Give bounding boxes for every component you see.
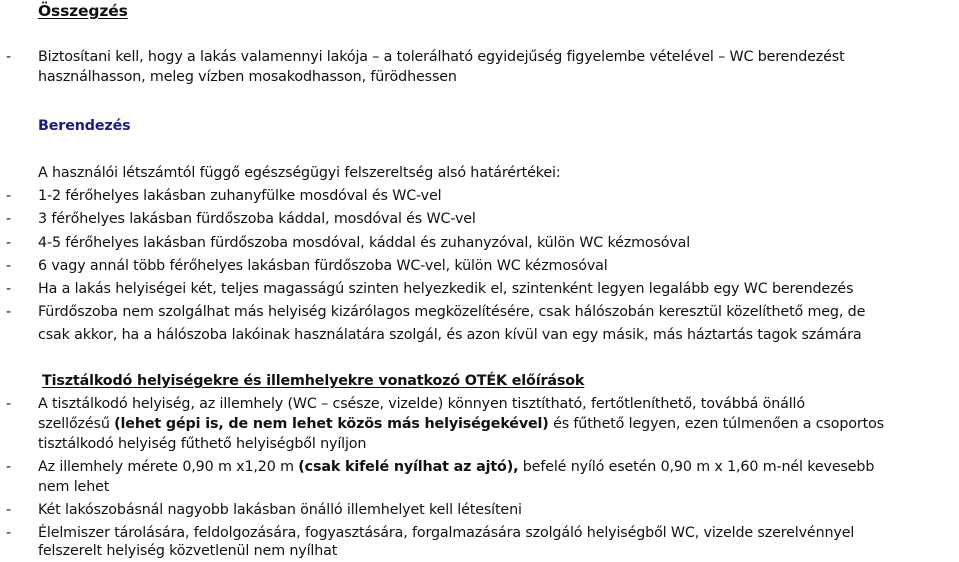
rules-heading: Tisztálkodó helyiségekre és illemhelyekre vonatkozó OTÉK előírások [42,373,585,389]
rule-2-text: befelé nyíló esetén 0,90 m x 1,60 m-nél kevesebb [518,459,875,475]
bullet-dash: - [6,188,12,204]
rule-4-line2: felszerelt helyiség közvetlenül nem nyílhat [38,543,338,559]
rule-1-bold-text: (lehet gépi is, de nem lehet közös más helyiségekével) [114,416,549,432]
bullet-dash: - [6,459,12,475]
rule-1-text: és fűthető legyen, ezen túlmenően a csoportos [548,416,884,432]
rule-2-bold-text: (csak kifelé nyílhat az ajtó), [298,459,519,475]
summary-item-line1: Biztosítani kell, hogy a lakás valamennyi lakója – a tolerálható egyidejűség figyelembe vételével – WC berendezést [38,49,845,65]
rule-2-line2: nem lehet [38,479,110,495]
bullet-dash: - [6,258,12,274]
rule-1-line2 [38,414,884,434]
rule-3: Két lakószobásnál nagyobb lakásban önálló illemhelyet kell létesíteni [38,502,522,518]
equipment-item: Ha a lakás helyiségei két, teljes magasságú szinten helyezkedik el, szintenként legyen legalább egy WC berendezés [38,281,854,297]
equipment-item: 6 vagy annál több férőhelyes lakásban fürdőszoba WC-vel, külön WC kézmosóval [38,258,608,274]
bullet-dash: - [6,502,12,518]
bullet-dash: - [6,304,12,320]
summary-item-line2: használhasson, meleg vízben mosakodhasson, fürödhessen [38,69,457,85]
rule-2-line1 [38,457,874,477]
bath-rule-line2: csak akkor, ha a hálószoba lakóinak használatára szolgál, és azon kívül van egy másik, más háztartás tagok számára [38,327,862,343]
rule-2-text: Az illemhely mérete 0,90 m x1,20 m [38,459,299,475]
rule-4-line1: Élelmiszer tárolására, feldolgozására, fogyasztására, forgalmazására szolgáló helyiségből WC, vizelde szerelvénnyel [38,525,855,541]
equipment-item: 3 férőhelyes lakásban fürdőszoba káddal, mosdóval és WC-vel [38,211,476,227]
bullet-dash: - [6,49,12,65]
bath-rule-line1: Fürdőszoba nem szolgálhat más helyiség kizárólagos megközelítésére, csak hálószobán keresztül közelíthető meg, de [38,304,866,320]
rule-1-line3: tisztálkodó helyiség fűthető helyiségből nyíljon [38,436,367,452]
bullet-dash: - [6,211,12,227]
equipment-heading: Berendezés [38,118,131,134]
bullet-dash: - [6,281,12,297]
page-title: Összegzés [38,2,128,20]
bullet-dash: - [6,396,12,412]
bullet-dash: - [6,525,12,541]
equipment-item: 1-2 férőhelyes lakásban zuhanyfülke mosdóval és WC-vel [38,188,442,204]
equipment-intro: A használói létszámtól függő egészségügyi felszereltség alsó határértékei: [38,165,561,181]
equipment-item: 4-5 férőhelyes lakásban fürdőszoba mosdóval, káddal és zuhanyzóval, külön WC kézmosóval [38,235,691,251]
bullet-dash: - [6,235,12,251]
rule-1-line1: A tisztálkodó helyiség, az illemhely (WC – csésze, vizelde) könnyen tisztítható, fertőtleníthető, továbbá önálló [38,396,805,412]
rule-1-text: szellőzésű [38,416,115,432]
